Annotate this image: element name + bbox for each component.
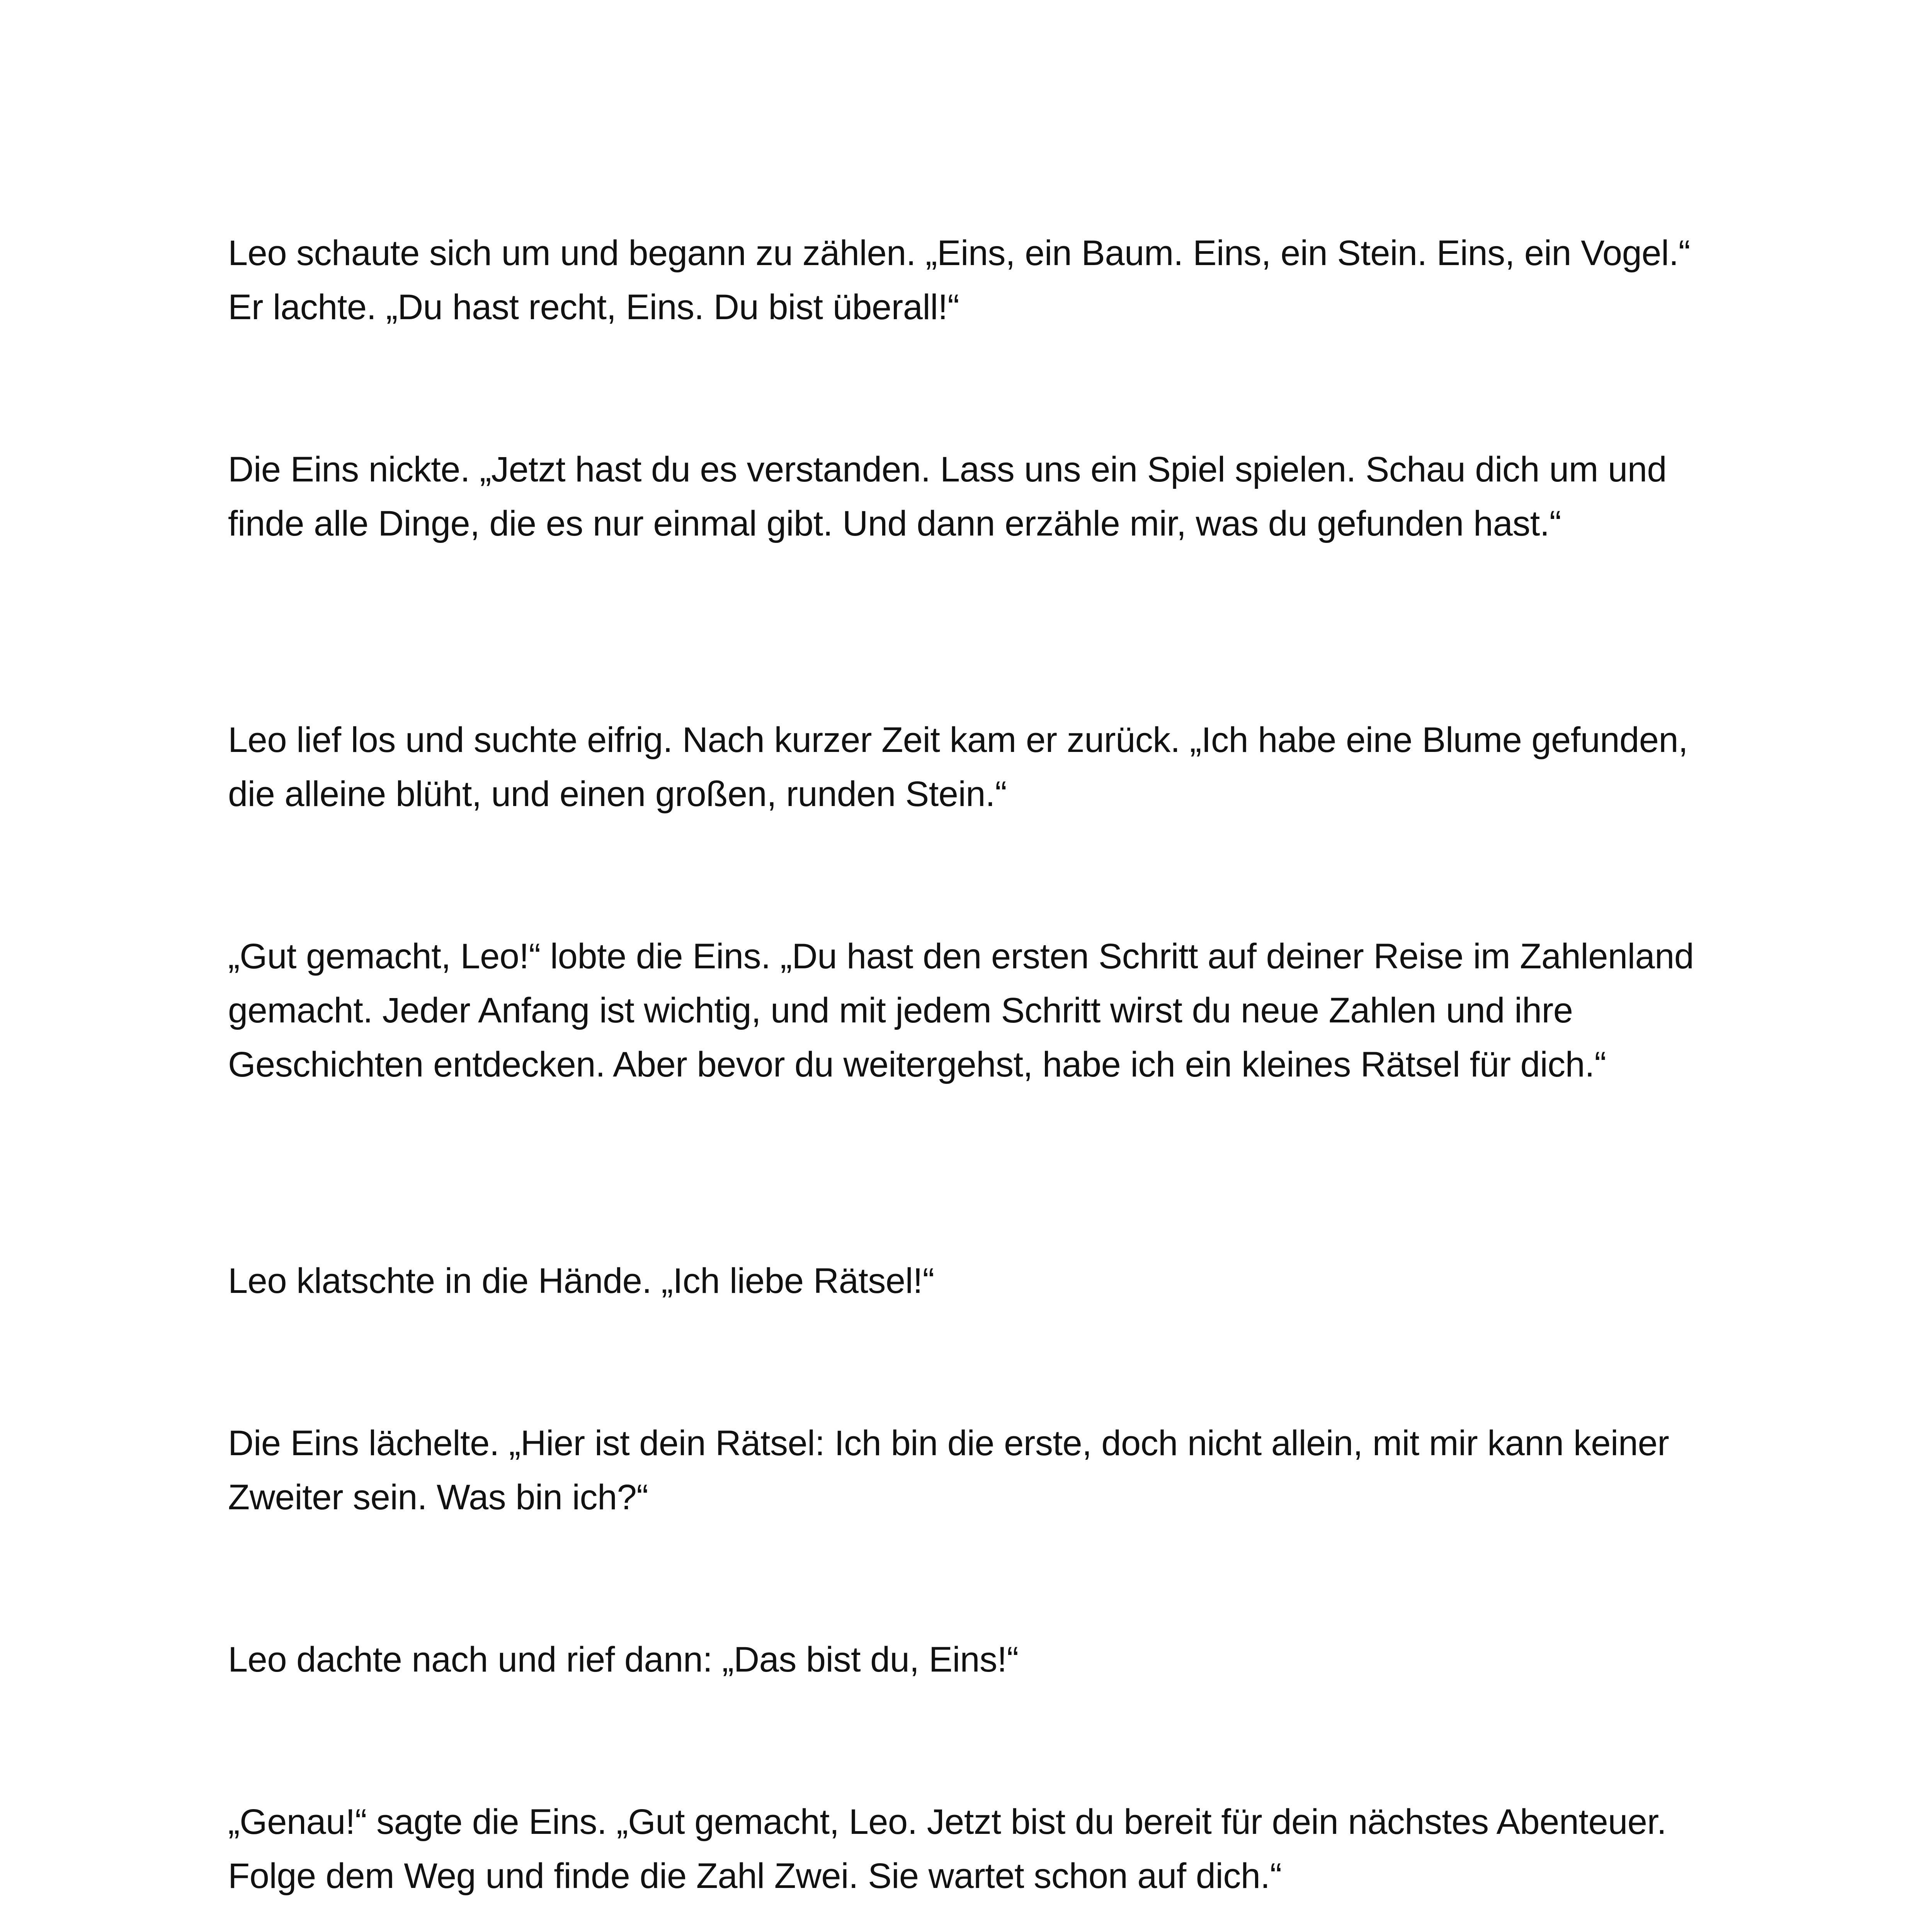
paragraph-8: „Genau!“ sagte die Eins. „Gut gemacht, Leo. Jetzt bist du bereit für dein nächstes Abenteuer. Folge dem Weg und finde die Zahl Zwei. Sie wartet schon auf dich.“ (228, 1802, 1667, 1896)
paragraph-2: Die Eins nickte. „Jetzt hast du es verstanden. Lass uns ein Spiel spielen. Schau dich um und finde alle Dinge, die es nur einmal gibt. Und dann erzähle mir, was du gefunden hast.“ (228, 450, 1667, 543)
paragraph-7: Leo dachte nach und rief dann: „Das bist du, Eins!“ (228, 1640, 1019, 1679)
paragraph-4: „Gut gemacht, Leo!“ lobte die Eins. „Du hast den ersten Schritt auf deiner Reise im Zahlenland gemacht. Jeder Anfang ist wichtig, und mit jedem Schritt wirst du neue Zahlen und ihre Geschichten entdecken. Aber bevor du weitergehst, habe ich ein kleines Rätsel für dich.“ (228, 937, 1694, 1084)
paragraph-3: Leo lief los und suchte eifrig. Nach kurzer Zeit kam er zurück. „Ich habe eine Blume gefunden, die alleine blüht, und einen großen, runden Stein.“ (228, 720, 1688, 814)
paragraph-1: Leo schaute sich um und begann zu zählen. „Eins, ein Baum. Eins, ein Stein. Eins, ein Vogel.“ Er lachte. „Du hast recht, Eins. Du bist überall!“ (228, 233, 1691, 327)
paragraph-5: Leo klatschte in die Hände. „Ich liebe Rätsel!“ (228, 1261, 934, 1301)
paragraph-6: Die Eins lächelte. „Hier ist dein Rätsel: Ich bin die erste, doch nicht allein, mit mir kann keiner Zweiter sein. Was bin ich?“ (228, 1423, 1669, 1517)
